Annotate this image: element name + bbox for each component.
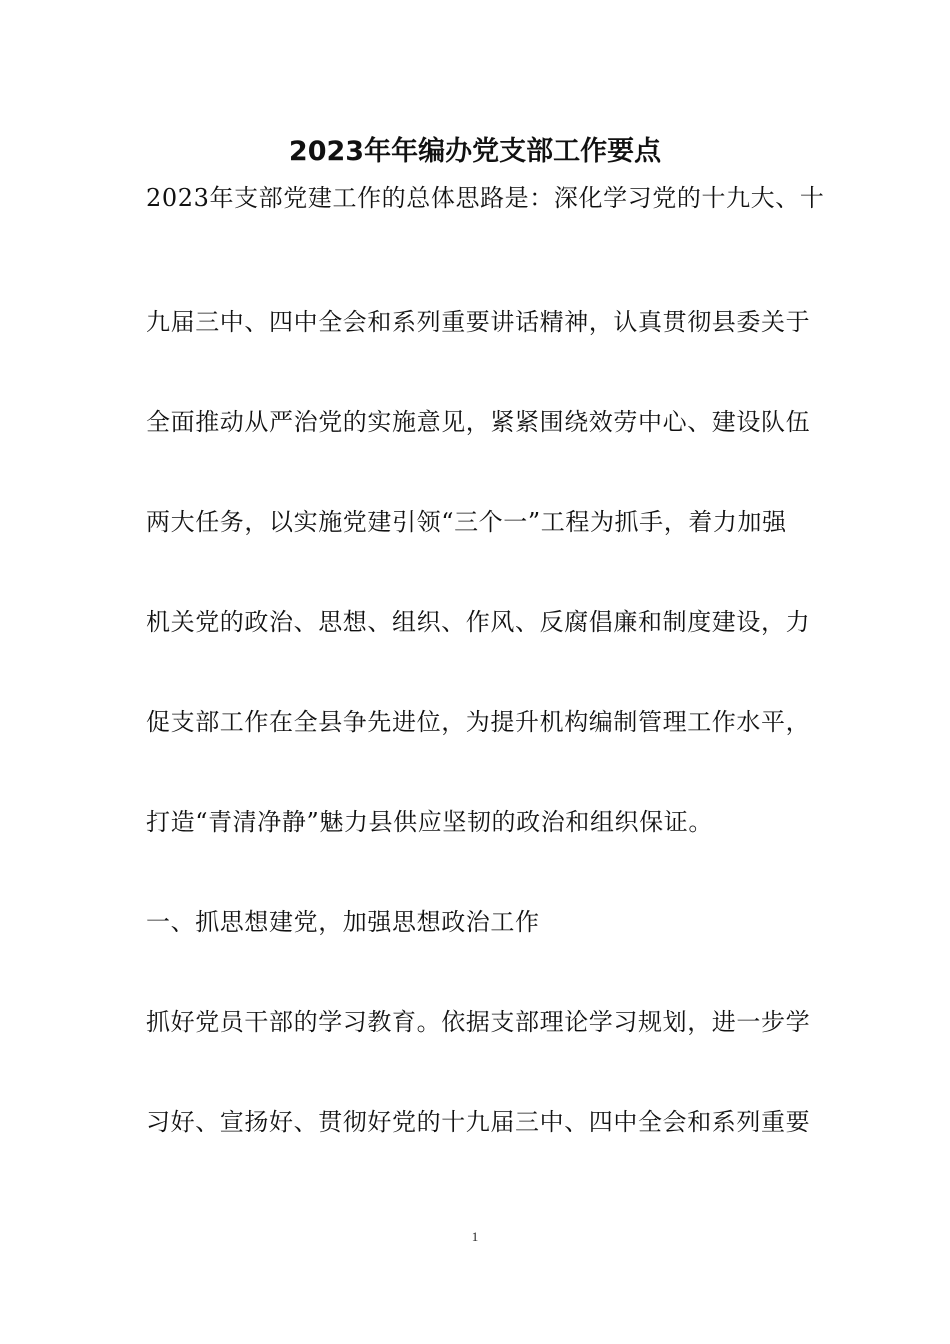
- paragraph-line: 促支部工作在全县争先进位，为提升机构编制管理工作水平，: [146, 708, 811, 736]
- paragraph-line: 九届三中、四中全会和系列重要讲话精神，认真贯彻县委关于: [146, 308, 811, 336]
- paragraph-line: 习好、宣扬好、贯彻好党的十九届三中、四中全会和系列重要: [146, 1108, 811, 1136]
- paragraph-line: 机关党的政治、思想、组织、作风、反腐倡廉和制度建设，力: [146, 608, 811, 636]
- paragraph-line: 两大任务，以实施党建引领“三个一”工程为抓手，着力加强: [146, 508, 787, 536]
- paragraph-line: 全面推动从严治党的实施意见，紧紧围绕效劳中心、建设队伍: [146, 408, 811, 436]
- page-number: 1: [471, 1229, 479, 1244]
- paragraph-line: 打造“青清净静”魅力县供应坚韧的政治和组织保证。: [146, 808, 713, 836]
- paragraph-line: 抓好党员干部的学习教育。依据支部理论学习规划，进一步学: [146, 1008, 811, 1036]
- paragraph-line: 2023年支部党建工作的总体思路是：深化学习党的十九大、十: [146, 184, 825, 212]
- document-title: 2023年年编办党支部工作要点: [288, 136, 662, 167]
- section-heading: 一、抓思想建党，加强思想政治工作: [146, 908, 540, 936]
